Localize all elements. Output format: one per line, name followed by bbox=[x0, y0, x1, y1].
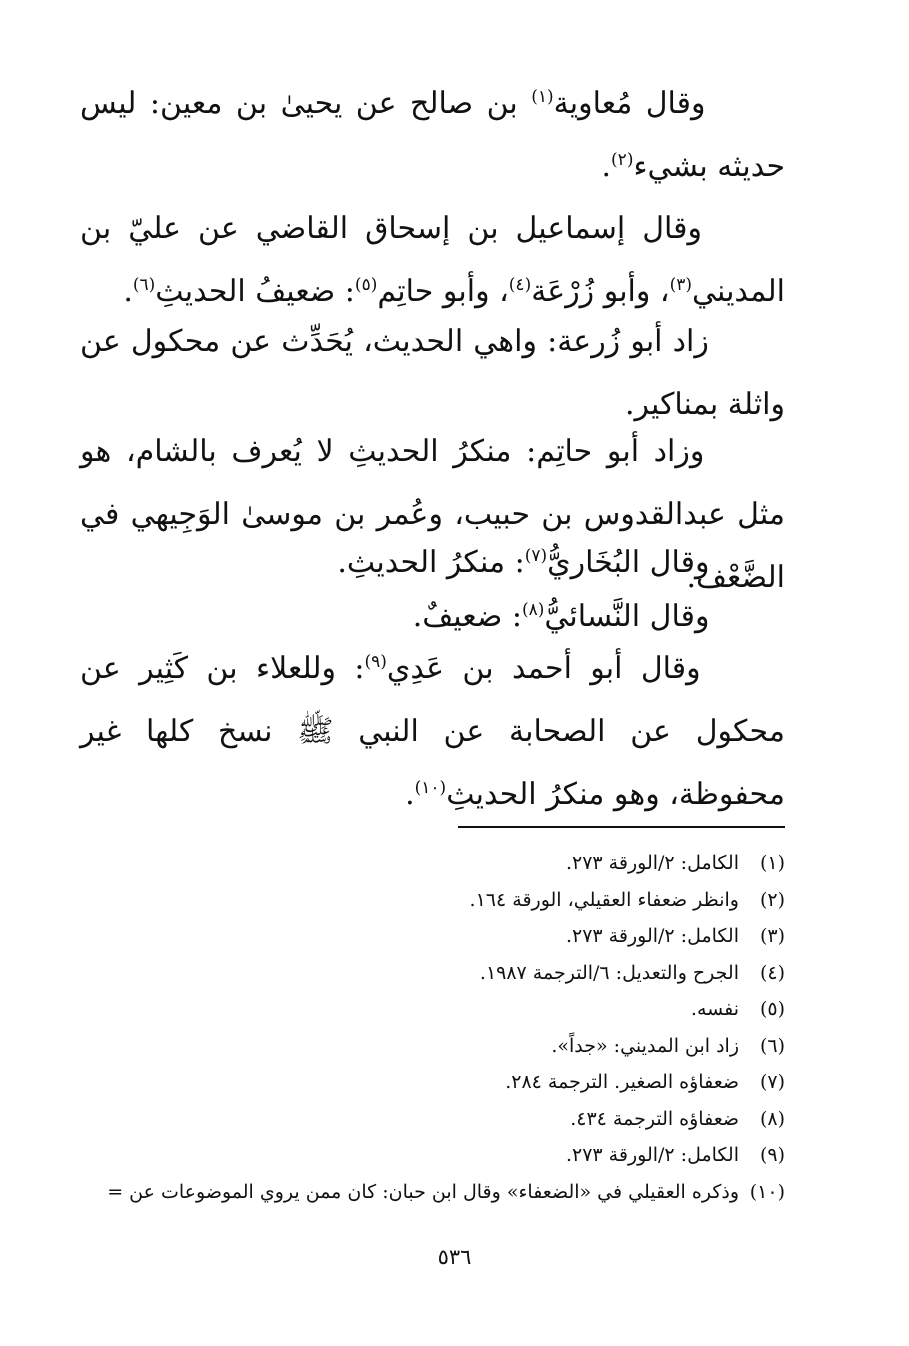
text-run: بن صالح عن يحيىٰ بن معين: ليس حديثه بشيء bbox=[80, 86, 785, 184]
text-run: : ضعيفُ الحديثِ bbox=[155, 274, 355, 309]
paragraph-1 bbox=[80, 72, 785, 198]
text-run: . bbox=[123, 274, 133, 309]
page-number: ٥٣٦ bbox=[437, 1245, 472, 1269]
footnote-item bbox=[50, 994, 785, 1031]
text-run: وقال البُخَاريُّ bbox=[547, 545, 710, 580]
text-run: : وللعلاء بن كَثِير عن محكول عن الصحابة عن النبي ﷺ نسخ كلها غير محفوظة، وهو منكرُ الحديثِ bbox=[80, 651, 785, 812]
footnote-item bbox=[50, 958, 785, 995]
paragraph-3 bbox=[80, 310, 785, 436]
paragraph-7 bbox=[80, 637, 785, 826]
footnote-number: (٨) bbox=[759, 1107, 785, 1130]
footnote-item bbox=[50, 1104, 785, 1141]
footnote-number: (٥) bbox=[759, 998, 785, 1020]
footnote-text: الكامل: ٢/الورقة ٢٧٣. bbox=[565, 852, 739, 874]
footnote-text: الجرح والتعديل: ٦/الترجمة ١٩٨٧. bbox=[479, 961, 739, 984]
text-run: . bbox=[405, 777, 415, 812]
text-run: وقال مُعاوية bbox=[553, 86, 706, 121]
footnote-item bbox=[50, 921, 785, 958]
footnote-ref[interactable]: (٦) bbox=[132, 275, 156, 295]
footnote-number: (٦) bbox=[759, 1034, 785, 1057]
text-run: ، وأبو حاتِم bbox=[377, 274, 509, 309]
footnote-number: (٧) bbox=[759, 1071, 785, 1093]
footnote-item bbox=[50, 848, 785, 885]
footnote-ref[interactable]: (١٠) bbox=[414, 778, 447, 798]
footnote-number: (١) bbox=[759, 852, 785, 874]
paragraph-2 bbox=[80, 197, 785, 323]
footnote-item bbox=[50, 1067, 785, 1104]
footnote-text: نفسه. bbox=[690, 998, 739, 1020]
footnote-ref[interactable]: (٥) bbox=[354, 275, 378, 295]
text-run: وقال إسماعيل بن إسحاق القاضي عن عليّ بن المديني bbox=[80, 211, 785, 309]
text-run: زاد أبو زُرعة: واهي الحديث، يُحَدِّث عن محكول عن واثلة بمناكير. bbox=[80, 324, 785, 422]
footnote-text: الكامل: ٢/الورقة ٢٧٣. bbox=[565, 1144, 739, 1166]
footnote-number: (١٠) bbox=[749, 1180, 785, 1203]
footnote-text: ضعفاؤه الصغير. الترجمة ٢٨٤. bbox=[505, 1071, 739, 1093]
footnote-text: وانظر ضعفاء العقيلي، الورقة ١٦٤. bbox=[469, 888, 739, 911]
footnote-item bbox=[50, 885, 785, 922]
text-run: : ضعيفٌ. bbox=[412, 599, 522, 634]
footnote-item bbox=[50, 1177, 785, 1214]
text-run: وقال أبو أحمد بن عَدِي bbox=[386, 651, 701, 686]
footnote-ref[interactable]: (٧) bbox=[524, 546, 548, 566]
text-run: . bbox=[601, 149, 612, 184]
footnote-ref[interactable]: (٢) bbox=[611, 150, 634, 170]
footnote-text: زاد ابن المديني: «جداً». bbox=[551, 1034, 739, 1057]
footnote-number: (٣) bbox=[759, 925, 785, 947]
footnotes bbox=[50, 848, 785, 1213]
footnote-ref[interactable]: (٣) bbox=[669, 275, 693, 295]
text-run: وقال النَّسائيُّ bbox=[544, 599, 710, 634]
footnote-number: (٢) bbox=[759, 888, 785, 911]
footnote-number: (٤) bbox=[759, 961, 785, 984]
text-run: ، وأبو زُرْعَة bbox=[531, 274, 670, 309]
footnote-item bbox=[50, 1031, 785, 1068]
footnote-item bbox=[50, 1140, 785, 1177]
footnote-ref[interactable]: (٩) bbox=[364, 652, 387, 672]
text-run: : منكرُ الحديثِ. bbox=[337, 545, 525, 580]
footnote-text: وذكره العقيلي في «الضعفاء» وقال ابن حبان: كان ممن يروي الموضوعات عن = bbox=[107, 1180, 739, 1203]
footnote-text: الكامل: ٢/الورقة ٢٧٣. bbox=[565, 925, 739, 947]
text-run: وزاد أبو حاتِم: منكرُ الحديثِ لا يُعرف بالشام، هو مثل عبدالقدوس بن حبيب، وعُمر بن موسىٰ الوَجِيهي في الضَّعْف. bbox=[80, 434, 785, 595]
footnote-ref[interactable]: (١) bbox=[531, 87, 554, 107]
footnote-ref[interactable]: (٤) bbox=[508, 275, 532, 295]
footnote-separator bbox=[458, 826, 785, 828]
footnote-number: (٩) bbox=[759, 1144, 785, 1166]
footnote-ref[interactable]: (٨) bbox=[521, 600, 545, 620]
footnote-text: ضعفاؤه الترجمة ٤٣٤. bbox=[570, 1107, 739, 1130]
